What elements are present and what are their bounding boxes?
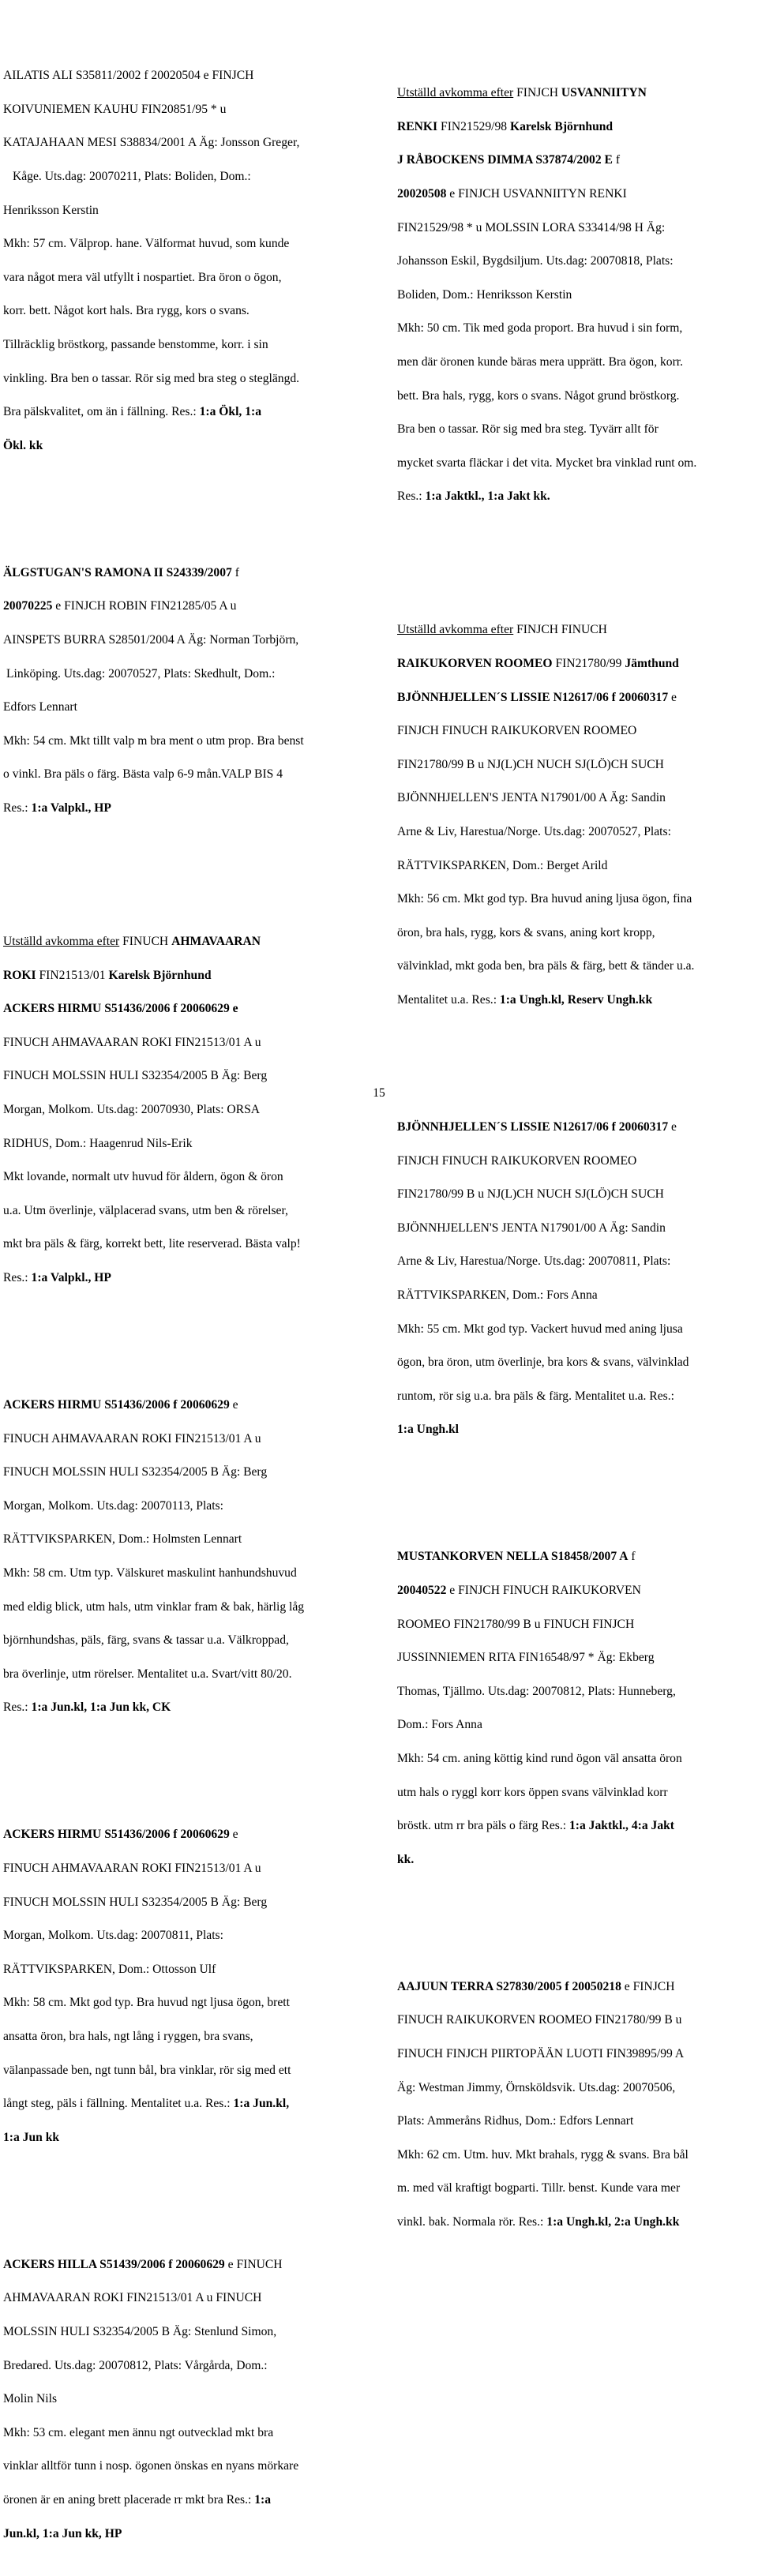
sire-name: RENKI (397, 119, 438, 133)
entry-text: Bra pälskvalitet, om än i fällning. Res.: (3, 405, 200, 419)
sire-name: ROKI (3, 968, 36, 982)
entry-line: Mkh: 53 cm. elegant men ännu ngt outvecklad mkt bra (3, 2425, 274, 2439)
entry-text: e (229, 1398, 238, 1412)
entry-line: Morgan, Molkom. Uts.dag: 20070811, Plats: (3, 1929, 223, 1943)
entry-line: FINUCH MOLSSIN HULI S32354/2005 B Äg: Berg (3, 1895, 268, 1909)
entry-line: AILATIS ALI S35811/2002 f 20020504 e FINJCH (3, 69, 254, 83)
entry-line: RÄTTVIKSPARKEN, Dom.: Holmsten Lennart (3, 1532, 242, 1547)
entry-text: FINJCH (513, 86, 561, 100)
entry-line: FINUCH AHMAVAARAN ROKI FIN21513/01 A u (3, 1431, 261, 1445)
entry-line: RÄTTVIKSPARKEN, Dom.: Fors Anna (397, 1288, 598, 1302)
heading-label: Utställd avkomma efter (397, 623, 514, 637)
entry-line: RÄTTVIKSPARKEN, Dom.: Berget Arild (397, 858, 608, 872)
entry-line (3, 437, 368, 454)
left-column (3, 0, 368, 2576)
entry-line: Linköping. Uts.dag: 20070527, Plats: Skedhult, Dom.: (6, 666, 276, 681)
entry-text: Res.: (3, 1700, 32, 1715)
entry-line: Thomas, Tjällmo. Uts.dag: 20070812, Plats: Hunneberg, (397, 1684, 676, 1698)
entry-line (3, 1699, 368, 1715)
entry-line: BJÖNNHJELLEN'S JENTA N17901/00 A Äg: Sandin (397, 1221, 666, 1235)
entry-line: ansatta öron, bra hals, ngt lång i ryggen, bra svans, (3, 2030, 253, 2044)
entry-line: vinkling. Bra ben o tassar. Rör sig med bra steg o steglängd. (3, 371, 300, 385)
entry-text: f (628, 1550, 636, 1564)
offspring-section-ahmavaaran-roki (3, 917, 368, 1303)
entry-line: FINUCH FINJCH PIIRTOPÄÄN LUOTI FIN39895/99 A (397, 2047, 685, 2061)
dog-entry-bjonnhjellens-lissie (397, 1102, 756, 1455)
breed-name: Karelsk Björnhund (509, 119, 614, 133)
entry-line (3, 2095, 368, 2112)
birth-date: 20070225 (3, 599, 53, 613)
entry-line: FINUCH MOLSSIN HULI S32354/2005 B Äg: Berg (3, 1465, 268, 1479)
result-text: 1:a Valpkl., HP (31, 1270, 111, 1284)
result-text: 1:a Jun.kl, (233, 2097, 290, 2111)
result-text: 1:a Ökl, 1:a (199, 405, 261, 419)
entry-line: AINSPETS BURRA S28501/2004 A Äg: Norman Torbjörn, (3, 632, 299, 647)
entry-line: RIDHUS, Dom.: Haagenrud Nils-Erik (3, 1136, 193, 1150)
entry-line (397, 186, 756, 202)
entry-line: Mkh: 58 cm. Utm typ. Välskuret maskulint hanhundshuvud (3, 1566, 297, 1580)
entry-line: mkt bra päls & färg, korrekt bett, lite reserverad. Bästa valp! (3, 1237, 301, 1251)
entry-text: Res.: (3, 1270, 32, 1284)
entry-line: björnhundshas, päls, färg, svans & tassar u.a. Välkroppad, (3, 1633, 289, 1648)
entry-line: Äg: Westman Jimmy, Örnsköldsvik. Uts.dag: 20070506, (397, 2080, 676, 2094)
result-text: 1:a Ungh.kl, Reserv Ungh.kk (499, 992, 653, 1007)
entry-line: m. med väl kraftigt bogparti. Tillr. benst. Kunde vara mer (397, 2181, 681, 2195)
entry-line: Bredared. Uts.dag: 20070812, Plats: Vårgårda, Dom.: (3, 2358, 268, 2372)
entry-line: öron, bra hals, rygg, kors & svans, aning kort kropp, (397, 925, 655, 939)
entry-line: med eldig blick, utm hals, utm vinklar fram & bak, härlig låg (3, 1599, 305, 1614)
section-heading (3, 933, 368, 950)
entry-line: Mkt lovande, normalt utv huvud för åldern, ögon & öron (3, 1170, 283, 1184)
birth-date: 20020508 (397, 186, 447, 201)
entry-line: o vinkl. Bra päls o färg. Bästa valp 6-9 mån.VALP BIS 4 (3, 767, 283, 782)
entry-line: FINUCH RAIKUKORVEN ROOMEO FIN21780/99 B u (397, 2013, 682, 2027)
entry-line (397, 1817, 756, 1834)
page-number: 15 (373, 1086, 385, 1100)
entry-line (3, 598, 368, 614)
result-text: 1:a Jun kk (3, 2130, 60, 2144)
dog-name: ÄLGSTUGAN'S RAMONA II S24339/2007 (3, 565, 232, 579)
result-text: 1:a Ungh.kl (397, 1423, 459, 1437)
entry-line: FIN21529/98 * u MOLSSIN LORA S33414/98 H Äg: (397, 220, 666, 234)
entry-line: FINUCH MOLSSIN HULI S32354/2005 B Äg: Berg (3, 1069, 268, 1083)
entry-line (3, 1397, 368, 1413)
result-text: Jun.kl, 1:a Jun kk, HP (3, 2526, 122, 2540)
entry-text: FIN21780/99 (552, 656, 625, 670)
dog-name: J RÅBOCKENS DIMMA S37874/2002 E (397, 153, 613, 167)
entry-line: vinklar alltför tunn i nosp. ögonen önskas en nyans mörkare (3, 2459, 299, 2473)
entry-line (3, 2256, 368, 2273)
entry-line (397, 152, 756, 168)
entry-line: Edfors Lennart (3, 700, 77, 714)
entry-text: öronen är en aning brett placerade rr mkt bra Res.: (3, 2493, 255, 2507)
entry-line: FIN21780/99 B u NJ(L)CH NUCH SJ(LÖ)CH SUCH (397, 1187, 664, 1202)
dog-name: ACKERS HIRMU S51436/2006 f 20060629 (3, 1398, 230, 1412)
entry-line (397, 1978, 756, 1995)
entry-line: Mkh: 58 cm. Mkt god typ. Bra huvud ngt ljusa ögon, brett (3, 1996, 290, 2010)
entry-line (3, 800, 368, 816)
entry-text: e (668, 690, 677, 704)
section-heading (397, 621, 756, 638)
result-text: 1:a Jaktkl., 1:a Jakt kk. (425, 489, 550, 504)
dog-name: ACKERS HIRMU S51436/2006 f 20060629 e (3, 1002, 238, 1016)
result-text: 1:a Ungh.kl, 2:a Ungh.kk (546, 2215, 680, 2229)
entry-line: vara något mera väl utfyllt i nospartiet. Bra öron o ögon, (3, 270, 282, 284)
entry-line (3, 1000, 368, 1017)
entry-line (397, 2214, 756, 2230)
entry-line (397, 488, 756, 504)
entry-line (3, 564, 368, 581)
section-heading (397, 84, 756, 101)
entry-text: e FINUCH (224, 2257, 283, 2271)
entry-line: KATAJAHAAN MESI S38834/2001 A Äg: Jonsson Greger, (3, 136, 300, 150)
dog-name: BJÖNNHJELLEN´S LISSIE N12617/06 f 20060317 (397, 1120, 669, 1134)
dog-name: ACKERS HIRMU S51436/2006 f 20060629 (3, 1828, 230, 1842)
entry-line: Boliden, Dom.: Henriksson Kerstin (397, 287, 572, 302)
dog-entry-algstugans-ramona (3, 548, 368, 834)
dog-entry-aajuun-terra (397, 1962, 756, 2248)
entry-line: Tillräcklig bröstkorg, passande benstomme, korr. i sin (3, 337, 268, 351)
entry-line: Morgan, Molkom. Uts.dag: 20070930, Plats: ORSA (3, 1103, 261, 1116)
result-text: 1:a Jun.kl, 1:a Jun kk, CK (31, 1700, 171, 1715)
entry-line (397, 1421, 756, 1438)
entry-text: FINJCH FINUCH (513, 623, 607, 637)
entry-line: Mkh: 56 cm. Mkt god typ. Bra huvud aning ljusa ögon, fina (397, 892, 692, 906)
entry-line: Mkh: 54 cm. aning köttig kind rund ögon väl ansatta öron (397, 1751, 682, 1765)
sire-name: AHMAVAARAN (171, 935, 261, 949)
entry-line: AHMAVAARAN ROKI FIN21513/01 A u FINUCH (3, 2291, 262, 2305)
entry-line: Henriksson Kerstin (3, 203, 99, 217)
entry-line: välvinklad, mkt goda ben, bra päls & färg, bett & tänder u.a. (397, 959, 695, 973)
entry-line (397, 1119, 756, 1135)
entry-line (3, 2525, 368, 2542)
offspring-section-usvanniityn-renki (397, 68, 756, 522)
entry-text: Res.: (3, 801, 32, 815)
entry-line (397, 689, 756, 706)
entry-line (397, 992, 756, 1008)
entry-line: FIN21780/99 B u NJ(L)CH NUCH SJ(LÖ)CH SUCH (397, 757, 664, 771)
dog-entry-ackers-hirmu-2 (3, 1809, 368, 2162)
result-text: 1:a Jaktkl., 4:a Jakt (569, 1819, 674, 1833)
entry-line: Mkh: 54 cm. Mkt tillt valp m bra ment o utm prop. Bra benst (3, 733, 304, 748)
dog-entry-ailatis-ali (3, 51, 368, 471)
entry-line: Kåge. Uts.dag: 20070211, Plats: Boliden, Dom.: (13, 169, 251, 183)
entry-line (397, 118, 756, 135)
entry-line: men där öronen kunde bäras mera upprätt. Bra ögon, korr. (397, 354, 684, 369)
birth-date: 20040522 (397, 1584, 447, 1598)
entry-line: bett. Bra hals, rygg, kors o svans. Något grund bröstkorg. (397, 388, 680, 403)
result-text: Ökl. kk (3, 438, 43, 452)
entry-line: korr. bett. Något kort hals. Bra rygg, kors o svans. (3, 304, 250, 318)
entry-line: Molin Nils (3, 2392, 58, 2406)
dog-name: AAJUUN TERRA S27830/2005 f 20050218 (397, 1979, 621, 1993)
entry-line: BJÖNNHJELLEN'S JENTA N17901/00 A Äg: Sandin (397, 791, 666, 805)
sire-name: USVANNIITYN (561, 86, 647, 100)
entry-text: e FINJCH (621, 1979, 675, 1993)
dog-entry-ackers-hirmu-1 (3, 1380, 368, 1733)
entry-line: Mkh: 55 cm. Mkt god typ. Vackert huvud med aning ljusa (397, 1322, 683, 1336)
entry-text: FINUCH (119, 935, 172, 949)
entry-line (3, 1269, 368, 1286)
entry-line: utm hals o ryggl korr kors öppen svans välvinklad korr (397, 1785, 668, 1799)
entry-line (397, 1582, 756, 1599)
entry-line: JUSSINNIEMEN RITA FIN16548/97 * Äg: Ekberg (397, 1651, 655, 1665)
entry-line: u.a. Utm överlinje, välplacerad svans, utm ben & rörelser, (3, 1203, 288, 1217)
dog-name: ACKERS HILLA S51439/2006 f 20060629 (3, 2257, 225, 2271)
entry-text: e FINJCH FINUCH RAIKUKORVEN (446, 1584, 641, 1598)
entry-line: Arne & Liv, Harestua/Norge. Uts.dag: 20070811, Plats: (397, 1254, 671, 1269)
entry-line: Dom.: Fors Anna (397, 1718, 482, 1732)
result-text: kk. (397, 1852, 415, 1866)
entry-text: f (231, 565, 239, 579)
breed-name: Karelsk Björnhund (108, 968, 212, 982)
entry-text: Res.: (397, 489, 426, 504)
breed-name: Jämthund (625, 656, 679, 670)
heading-label: Utställd avkomma efter (3, 935, 120, 949)
entry-text: FIN21529/98 (437, 119, 510, 133)
entry-line: Johansson Eskil, Bygdsiljum. Uts.dag: 20070818, Plats: (397, 254, 674, 268)
entry-line (397, 655, 756, 672)
entry-line: mycket svarta fläckar i det vita. Mycket bra vinklad runt om. (397, 456, 697, 470)
entry-line: Bra ben o tassar. Rör sig med bra steg. Tyvärr allt för (397, 422, 659, 437)
right-column (397, 17, 756, 2264)
entry-line: RÄTTVIKSPARKEN, Dom.: Ottosson Ulf (3, 1962, 216, 1976)
entry-line: ROOMEO FIN21780/99 B u FINUCH FINJCH (397, 1617, 635, 1631)
dog-entry-ackers-hilla (3, 2240, 368, 2559)
entry-line: FINJCH FINUCH RAIKUKORVEN ROOMEO (397, 1153, 637, 1168)
entry-line: Mkh: 62 cm. Utm. huv. Mkt brahals, rygg & svans. Bra bål (397, 2147, 689, 2162)
entry-line: Arne & Liv, Harestua/Norge. Uts.dag: 20070527, Plats: (397, 824, 671, 838)
heading-label: Utställd avkomma efter (397, 86, 514, 100)
entry-line: runtom, rör sig u.a. bra päls & färg. Mentalitet u.a. Res.: (397, 1389, 674, 1403)
dog-name: MUSTANKORVEN NELLA S18458/2007 A (397, 1550, 629, 1564)
entry-line (3, 1826, 368, 1843)
entry-line (397, 1851, 756, 1868)
result-text: 1:a Valpkl., HP (31, 801, 111, 815)
entry-text: e (668, 1120, 677, 1134)
entry-text: f (612, 153, 621, 167)
entry-line (3, 2492, 368, 2508)
entry-line: välanpassade ben, ngt tunn bål, bra vinklar, rör sig med ett (3, 2063, 291, 2077)
entry-line: FINUCH AHMAVAARAN ROKI FIN21513/01 A u (3, 1035, 261, 1049)
entry-text: vinkl. bak. Normala rör. Res.: (397, 2215, 547, 2229)
entry-line: Morgan, Molkom. Uts.dag: 20070113, Plats: (3, 1498, 223, 1513)
entry-text: FIN21513/01 (36, 968, 109, 982)
entry-line: FINUCH AHMAVAARAN ROKI FIN21513/01 A u (3, 1862, 261, 1876)
entry-line: bra överlinje, utm rörelser. Mentalitet u.a. Svart/vitt 80/20. (3, 1667, 292, 1681)
dog-name: BJÖNNHJELLEN´S LISSIE N12617/06 f 20060317 (397, 690, 669, 704)
entry-line (3, 2129, 368, 2146)
dog-entry-mustankorven-nella (397, 1532, 756, 1884)
entry-line (3, 403, 368, 420)
entry-line: KOIVUNIEMEN KAUHU FIN20851/95 * u (3, 102, 227, 116)
entry-line: FINJCH FINUCH RAIKUKORVEN ROOMEO (397, 724, 637, 738)
entry-text: långt steg, päls i fällning. Mentalitet u.a. Res.: (3, 2097, 234, 2111)
offspring-section-raikukorven-roomeo (397, 605, 756, 1025)
entry-line (3, 967, 368, 984)
entry-line: MOLSSIN HULI S32354/2005 B Äg: Stenlund Simon, (3, 2325, 277, 2339)
sire-name: RAIKUKORVEN ROOMEO (397, 656, 553, 670)
entry-line: ögon, bra öron, utm överlinje, bra kors & svans, välvinklad (397, 1355, 689, 1370)
entry-line (397, 1548, 756, 1565)
entry-line: Plats: Ammeråns Ridhus, Dom.: Edfors Lennart (397, 2114, 634, 2128)
entry-line: Mkh: 57 cm. Välprop. hane. Välformat huvud, som kunde (3, 237, 290, 251)
entry-text: Mentalitet u.a. Res.: (397, 992, 500, 1007)
entry-text: bröstk. utm rr bra päls o färg Res.: (397, 1819, 569, 1833)
entry-text: e FINJCH ROBIN FIN21285/05 A u (52, 599, 237, 613)
entry-line: Mkh: 50 cm. Tik med goda proport. Bra huvud i sin form, (397, 321, 683, 336)
result-text: 1:a (254, 2493, 272, 2507)
entry-text: e (229, 1828, 238, 1842)
entry-text: e FINJCH USVANNIITYN RENKI (446, 186, 627, 201)
